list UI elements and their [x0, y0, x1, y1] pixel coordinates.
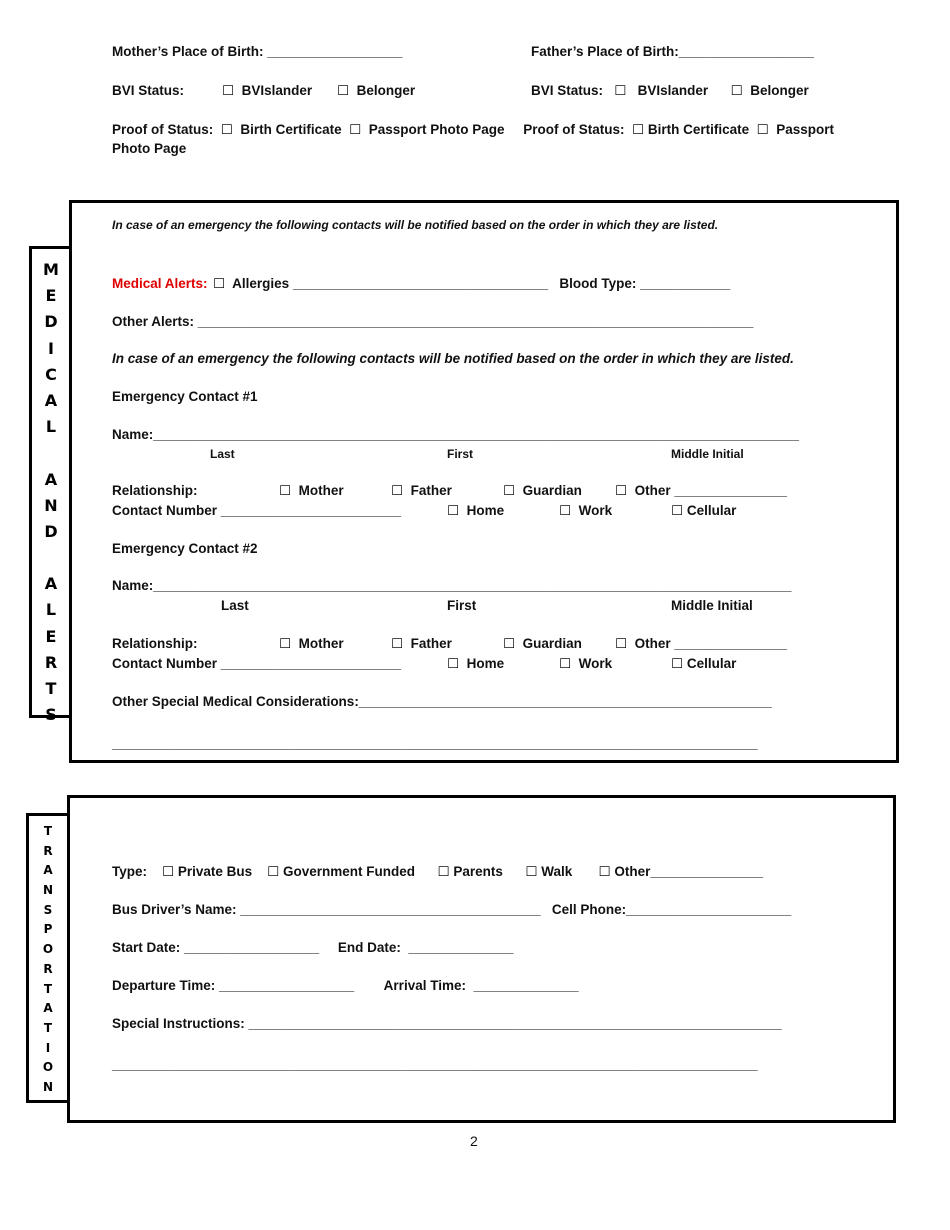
contact-1-home-checkbox[interactable]: ☐ Home [447, 503, 505, 518]
emergency-notice-top: In case of an emergency the following contacts will be notified based on the order in which they are listed. [112, 218, 719, 232]
mother-belonger-checkbox[interactable]: ☐ Belonger [337, 83, 416, 98]
transport-tab-letter-10: T [43, 1020, 53, 1035]
contact-2-name-field[interactable]: Name:_____________________________________________________________________________________ [112, 578, 792, 593]
contact-2-first-sublabel: First [447, 598, 477, 613]
medical-tab-letter-13: L [45, 600, 57, 620]
proof-of-status-row[interactable]: Proof of Status: ☐ Birth Certificate ☐ Passport Photo Page Proof of Status: ☐ Birth Certificate ☐ Passport [112, 122, 834, 137]
contact-1-last-sublabel: Last [210, 447, 235, 461]
medical-tab-letter-2: D [44, 312, 58, 332]
medical-tab-letter-5: A [44, 390, 58, 410]
transport-tab-letter-1: R [43, 843, 53, 858]
transport-tab-letter-0: T [43, 824, 53, 838]
medical-tab-letter-11 [32, 545, 70, 571]
medical-tab-letter-0: M [43, 260, 59, 279]
medical-alerts-side-tab [29, 246, 73, 725]
medical-tab-letter-6: L [45, 417, 57, 437]
transport-tab-letter-3: N [42, 883, 54, 898]
transportation-box [67, 795, 896, 1123]
transport-tab-letter-4: S [43, 902, 53, 917]
emergency-contact-1-heading: Emergency Contact #1 [112, 389, 258, 404]
medical-tab-letter-12: A [44, 574, 58, 594]
medical-tab-letter-1: E [45, 286, 57, 306]
emergency-contact-2-heading: Emergency Contact #2 [112, 541, 258, 556]
contact-1-number-field[interactable]: Contact Number ________________________ [112, 503, 401, 518]
contact-2-middle-sublabel: Middle Initial [671, 598, 753, 613]
father-place-of-birth[interactable]: Father’s Place of Birth:__________________ [531, 44, 814, 59]
transportation-side-tab [26, 813, 70, 1103]
start-end-date-row[interactable]: Start Date: __________________ End Date: ______________ [112, 940, 514, 955]
medical-tab-letter-15: R [44, 652, 58, 672]
mother-bvislander-checkbox[interactable]: ☐ BVIslander [222, 83, 313, 98]
medical-tab-letter-3: I [48, 338, 54, 358]
contact-1-middle-sublabel: Middle Initial [671, 447, 744, 461]
special-medical-considerations-field[interactable]: Other Special Medical Considerations:_______________________________________________________ [112, 694, 772, 709]
special-medical-considerations-line-2[interactable]: ______________________________________________________________________________________ [112, 736, 758, 751]
emergency-notice: In case of an emergency the following contacts will be notified based on the order in which they are listed. [112, 351, 794, 366]
contact-1-mother-checkbox[interactable]: ☐ Mother [279, 483, 344, 498]
contact-2-last-sublabel: Last [221, 598, 249, 613]
allergies-blood-type-row[interactable]: ☐ Allergies __________________________________ Blood Type: ____________ [213, 276, 731, 291]
contact-1-relationship-label: Relationship: [112, 483, 198, 498]
medical-tab-letter-4: C [45, 364, 57, 384]
medical-tab-letter-10: D [44, 521, 58, 541]
contact-1-other-checkbox[interactable]: ☐ Other _______________ [615, 483, 787, 498]
medical-tab-letter-9: N [44, 495, 58, 515]
contact-1-work-checkbox[interactable]: ☐ Work [559, 503, 613, 518]
contact-1-first-sublabel: First [447, 447, 474, 461]
father-bvi-status-row[interactable]: BVI Status: ☐ BVIslander ☐ Belonger [531, 83, 809, 98]
transport-type-row[interactable]: Type: ☐ Private Bus ☐ Government Funded ☐ Parents ☐ Walk ☐ Other_______________ [112, 864, 763, 879]
mother-bvi-status-label: BVI Status: [112, 83, 185, 98]
departure-arrival-time-row[interactable]: Departure Time: __________________ Arrival Time: ______________ [112, 978, 579, 993]
contact-2-home-checkbox[interactable]: ☐ Home [447, 656, 505, 671]
transport-tab-letter-11: I [45, 1040, 51, 1055]
medical-tab-letter-16: T [45, 679, 57, 698]
transport-tab-letter-13: N [42, 1079, 54, 1094]
contact-1-cellular-checkbox[interactable]: ☐ Cellular [671, 503, 737, 518]
transport-tab-letter-2: A [43, 863, 53, 878]
contact-2-guardian-checkbox[interactable]: ☐ Guardian [503, 636, 582, 651]
special-instructions-field[interactable]: Special Instructions: _______________________________________________________________________ [112, 1016, 782, 1031]
medical-tab-letter-14: E [45, 626, 57, 646]
medical-alerts-label: Medical Alerts: [112, 276, 208, 291]
medical-tab-letter-7 [32, 440, 70, 466]
special-instructions-line-2[interactable]: ______________________________________________________________________________________ [112, 1057, 758, 1072]
contact-2-mother-checkbox[interactable]: ☐ Mother [279, 636, 344, 651]
contact-2-number-field[interactable]: Contact Number ________________________ [112, 656, 401, 671]
medical-tab-letter-17: S [45, 705, 57, 725]
page-number: 2 [470, 1133, 478, 1149]
transport-tab-letter-6: O [42, 942, 54, 957]
other-alerts-field[interactable]: Other Alerts: __________________________________________________________________________ [112, 314, 754, 329]
transport-tab-letter-7: R [43, 961, 53, 976]
contact-2-cellular-checkbox[interactable]: ☐ Cellular [671, 656, 737, 671]
transport-tab-letter-9: A [43, 1001, 53, 1016]
transport-tab-letter-12: O [42, 1060, 54, 1075]
contact-1-father-checkbox[interactable]: ☐ Father [391, 483, 452, 498]
medical-tab-letter-8: A [44, 469, 58, 489]
transport-tab-letter-8: T [43, 981, 53, 996]
contact-2-father-checkbox[interactable]: ☐ Father [391, 636, 452, 651]
contact-2-work-checkbox[interactable]: ☐ Work [559, 656, 613, 671]
contact-1-guardian-checkbox[interactable]: ☐ Guardian [503, 483, 582, 498]
contact-2-other-checkbox[interactable]: ☐ Other _______________ [615, 636, 787, 651]
contact-1-name-field[interactable]: Name:______________________________________________________________________________________ [112, 427, 799, 442]
bus-driver-cell-phone-row[interactable]: Bus Driver’s Name: ________________________________________ Cell Phone:______________________ [112, 902, 792, 917]
transport-tab-letter-5: P [43, 922, 53, 937]
mother-place-of-birth[interactable]: Mother’s Place of Birth: __________________ [112, 44, 403, 59]
medical-alerts-vertical-label [32, 257, 70, 728]
proof-of-status-continuation: Photo Page [112, 141, 187, 156]
transportation-vertical-label [29, 822, 67, 1098]
contact-2-relationship-label: Relationship: [112, 636, 198, 651]
